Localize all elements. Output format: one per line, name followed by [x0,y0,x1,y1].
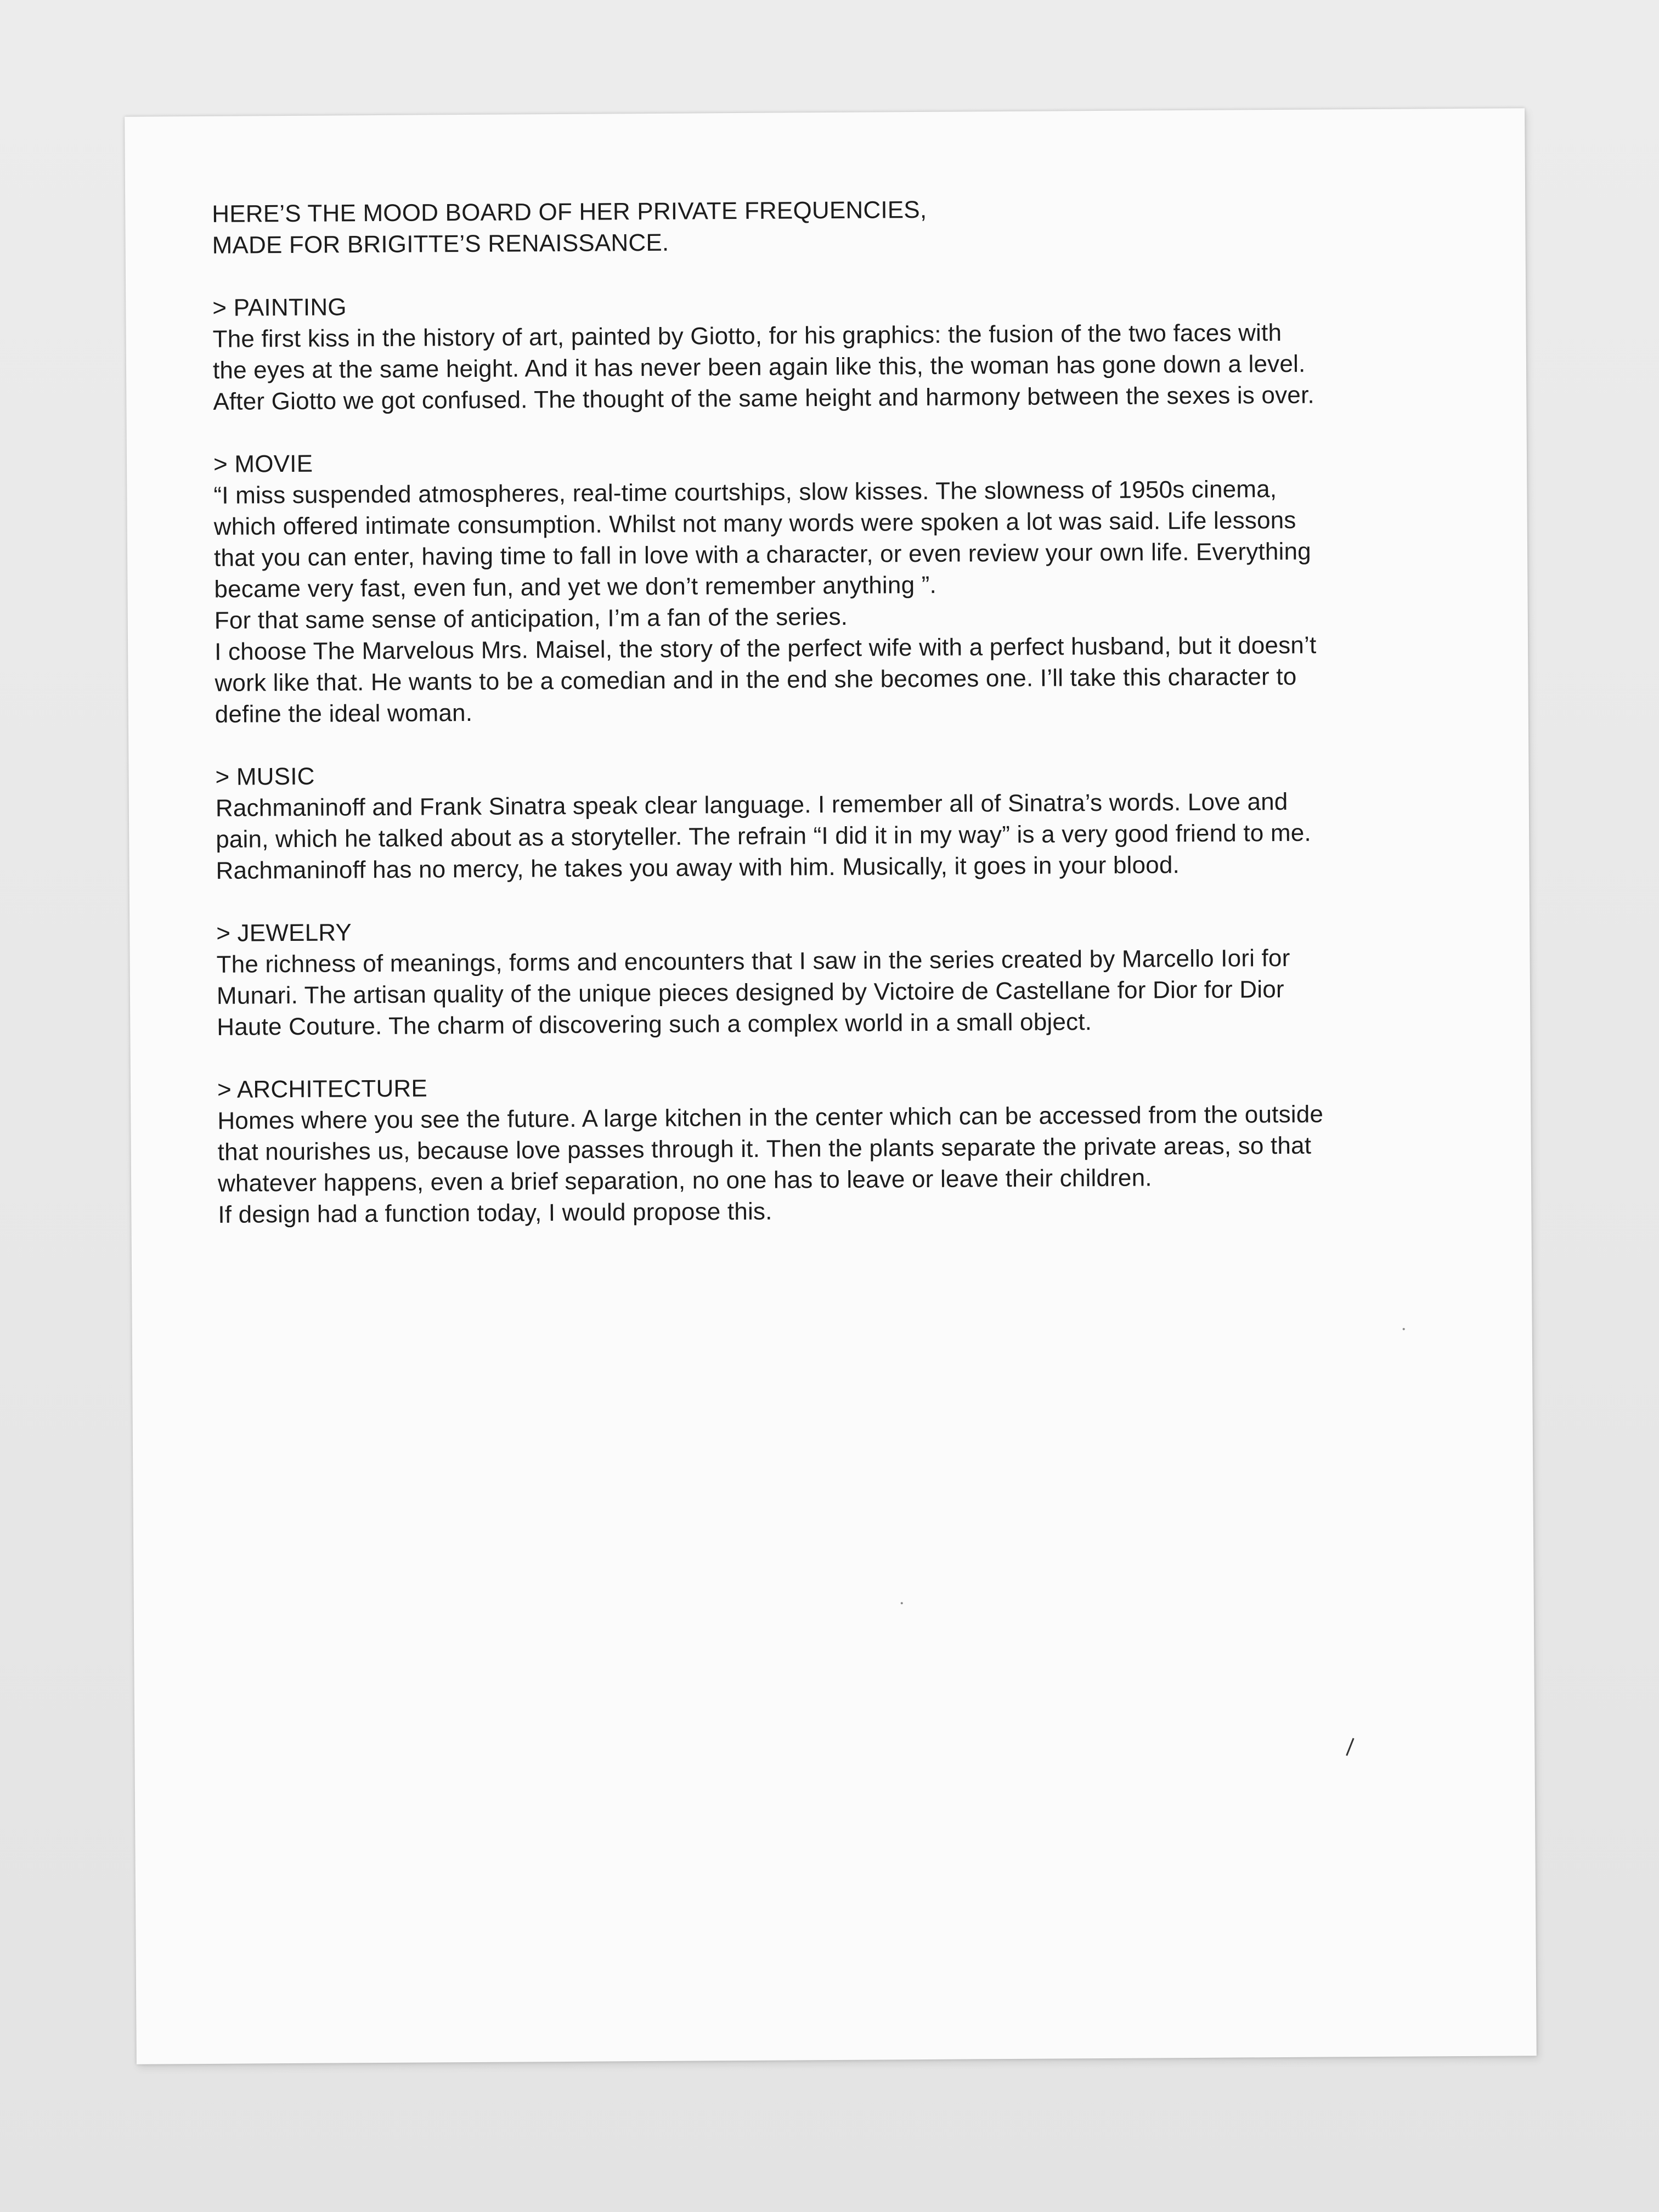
section-title-movie: > MOVIE [213,450,313,478]
header-line-2: MADE FOR BRIGITTE’S RENAISSANCE. [212,229,669,259]
header-line-1: HERE’S THE MOOD BOARD OF HER PRIVATE FREQUENCIES, [212,196,927,228]
paragraph-line: work like that. He wants to be a comedian and in the end she becomes one. I’ll take this character to [215,663,1297,697]
paper-speck [901,1602,903,1604]
paragraph-line: that nourishes us, because love passes through it. Then the plants separate the private areas, so that [217,1132,1312,1166]
paragraph-line: that you can enter, having time to fall in love with a character, or even review your own life. Everything [213,538,1312,572]
section-title-architecture: > ARCHITECTURE [217,1075,428,1103]
paragraph-line: The richness of meanings, forms and encounters that I saw in the series created by Marcello Iori for [216,944,1290,978]
paragraph-line: which offered intimate consumption. Whilst not many words were spoken a lot was said. Life lessons [213,506,1296,540]
section-movie [213,441,1477,730]
section-painting [212,285,1475,417]
paragraph-line: For that same sense of anticipation, I’m a fan of the series. [214,603,848,634]
pen-mark [1346,1738,1354,1756]
section-music [215,754,1477,887]
section-title-jewelry: > JEWELRY [216,919,352,947]
paragraph-line: If design had a function today, I would propose this. [218,1198,772,1228]
paragraph-line: Rachmaninoff and Frank Sinatra speak clear language. I remember all of Sinatra’s words. Love and [215,788,1288,822]
paragraph-line: After Giotto we got confused. The thought of the same height and harmony between the sexes is over. [213,381,1315,415]
paragraph-line: Haute Couture. The charm of discovering such a complex world in a small object. [217,1008,1092,1041]
paragraph-line: the eyes at the same height. And it has never been again like this, the woman has gone down a level. [212,350,1306,384]
paragraph-line: became very fast, even fun, and yet we don’t remember anything ”. [214,571,937,603]
paragraph-line: pain, which he talked about as a storyteller. The refrain “I did it in my way” is a very good friend to me. [216,819,1312,853]
section-architecture [217,1066,1480,1231]
paragraph-line: “I miss suspended atmospheres, real-time courtships, slow kisses. The slowness of 1950s cinema, [213,476,1277,509]
paragraph-line: define the ideal woman. [215,699,473,728]
paper-speck [1403,1328,1405,1330]
paragraph-line: I choose The Marvelous Mrs. Maisel, the story of the perfect wife with a perfect husband, but it doesn’t [214,631,1317,665]
section-title-painting: > PAINTING [212,294,347,321]
paragraph-line: Munari. The artisan quality of the unique pieces designed by Victoire de Castellane for Dior for Dior [216,975,1284,1009]
section-title-music: > MUSIC [215,763,315,791]
paper-sheet [125,108,1537,2064]
paragraph-line: whatever happens, even a brief separation, no one has to leave or leave their children. [217,1164,1152,1197]
document-header [212,191,1474,261]
document-body [212,191,1480,1231]
paragraph-line: The first kiss in the history of art, painted by Giotto, for his graphics: the fusion of the two faces with [212,319,1282,353]
section-jewelry [216,910,1479,1043]
paragraph-line: Homes where you see the future. A large kitchen in the center which can be accessed from the outside [217,1101,1324,1135]
paragraph-line: Rachmaninoff has no mercy, he takes you away with him. Musically, it goes in your blood. [216,851,1180,884]
